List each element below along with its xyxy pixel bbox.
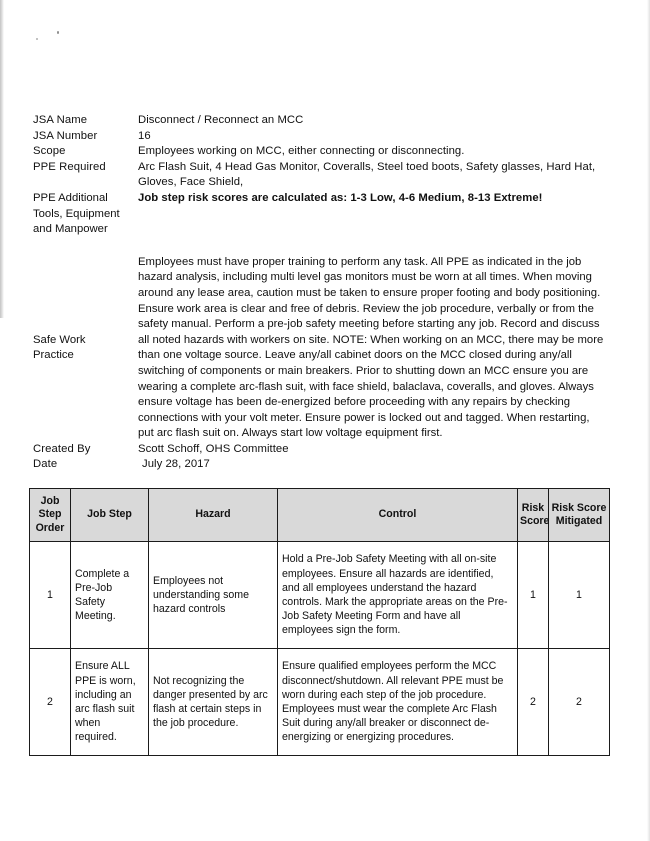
column-header-control: Control	[278, 489, 518, 542]
cell-risk-score: 1	[518, 542, 549, 649]
field-value: Job step risk scores are calculated as: 1-3 Low, 4-6 Medium, 8-13 Extreme!	[138, 191, 543, 204]
field-label: JSA Number	[33, 129, 98, 142]
column-header-risk-score: Risk Score	[518, 489, 549, 542]
column-header-risk-score-mitigated: Risk Score Mitigated	[549, 489, 610, 542]
scan-speck	[36, 38, 38, 40]
table-row	[30, 542, 610, 649]
field-label: Date	[33, 458, 58, 471]
scan-speck	[57, 31, 59, 34]
cell-control: Hold a Pre-Job Safety Meeting with all on-site employees. Ensure all hazards are identified, and all employees understand the hazard controls. Mark the appropriate areas on the Pre-Job Safety Meeting Form and have all employees sign the form.	[278, 542, 518, 649]
field-value: July 28, 2017	[142, 458, 210, 471]
field-ppe-required	[33, 160, 605, 191]
field-label: Created By	[33, 442, 91, 455]
column-header-hazard: Hazard	[149, 489, 278, 542]
cell-job-step-order: 2	[30, 649, 71, 756]
field-value: Arc Flash Suit, 4 Head Gas Monitor, Coveralls, Steel toed boots, Safety glasses, Hard Hat, Gloves, Face Shield,	[138, 160, 596, 189]
field-label: JSA Name	[33, 114, 88, 126]
field-label-line: and Manpower	[33, 223, 108, 236]
field-scope	[33, 144, 605, 160]
field-value: Disconnect / Reconnect an MCC	[138, 114, 304, 126]
field-label-stack	[33, 191, 138, 238]
job-step-table	[29, 488, 610, 756]
cell-job-step: Complete a Pre-Job Safety Meeting.	[71, 542, 149, 649]
field-date	[33, 457, 605, 473]
field-ppe-additional	[33, 191, 605, 238]
table-header-row	[30, 489, 610, 542]
cell-risk-score: 2	[518, 649, 549, 756]
safe-work-practice-text: Employees must have proper training to perform any task. All PPE as indicated in the job hazard analysis, including multi level gas monitors must be worn at all times. When moving around any lease area, caution must be taken to ensure proper footing and body positioning. Ensure work area is clear and free of debris. Review the job procedure, verbally or from the safety manual. Perform a pre-job safety meeting before starting any job. Record and discuss all noted hazards with workers on site. NOTE: When working on an MCC, there may be more than one voltage source. Leave any/all cabinet doors on the MCC closed during any/all switching of components or main breakers. Prior to shutting down an MCC ensure you are wearing a complete arc-flash suit, with face shield, balaclava, coveralls, and gloves. Always ensure voltage has been de-energized before proceeding with any repairs by checking connections with your volt meter. Ensure power is locked out and tagged. When restarting, put arc flash suit on. Always start low voltage equipment first.	[138, 255, 604, 440]
field-label-line: Tools, Equipment	[33, 207, 120, 220]
cell-control: Ensure qualified employees perform the MCC disconnect/shutdown. All relevant PPE must be worn during each step of the job procedure. Employees must wear the complete Arc Flash Suit during any/all breaker or disconnect de-energizing or energizing procedures.	[278, 649, 518, 756]
field-label: PPE Required	[33, 160, 106, 173]
cell-risk-score-mitigated: 1	[549, 542, 610, 649]
field-safe-work-practice	[33, 255, 605, 442]
cell-job-step: Ensure ALL PPE is worn, including an arc flash suit when required.	[71, 649, 149, 756]
field-jsa-number	[33, 129, 605, 145]
cell-hazard: Not recognizing the danger presented by arc flash at certain steps in the job procedure.	[149, 649, 278, 756]
jsa-header-fields	[33, 113, 605, 473]
field-label-line: PPE Additional	[33, 191, 108, 204]
column-header-job-step: Job Step	[71, 489, 149, 542]
field-label: Scope	[33, 145, 66, 158]
field-label-line: Safe Work	[33, 333, 86, 346]
column-header-job-step-order: Job Step Order	[30, 489, 71, 542]
field-jsa-name	[33, 113, 605, 129]
table-row	[30, 649, 610, 756]
scan-edge-artifact-left	[0, 0, 4, 318]
field-value: Employees working on MCC, either connecting or disconnecting.	[138, 145, 465, 158]
field-value: 16	[138, 129, 151, 142]
cell-risk-score-mitigated: 2	[549, 649, 610, 756]
cell-hazard: Employees not understanding some hazard controls	[149, 542, 278, 649]
cell-job-step-order: 1	[30, 542, 71, 649]
field-label-stack	[33, 255, 138, 364]
field-label-line: Practice	[33, 349, 74, 362]
field-created-by	[33, 442, 605, 458]
field-value: Scott Schoff, OHS Committee	[138, 442, 289, 455]
